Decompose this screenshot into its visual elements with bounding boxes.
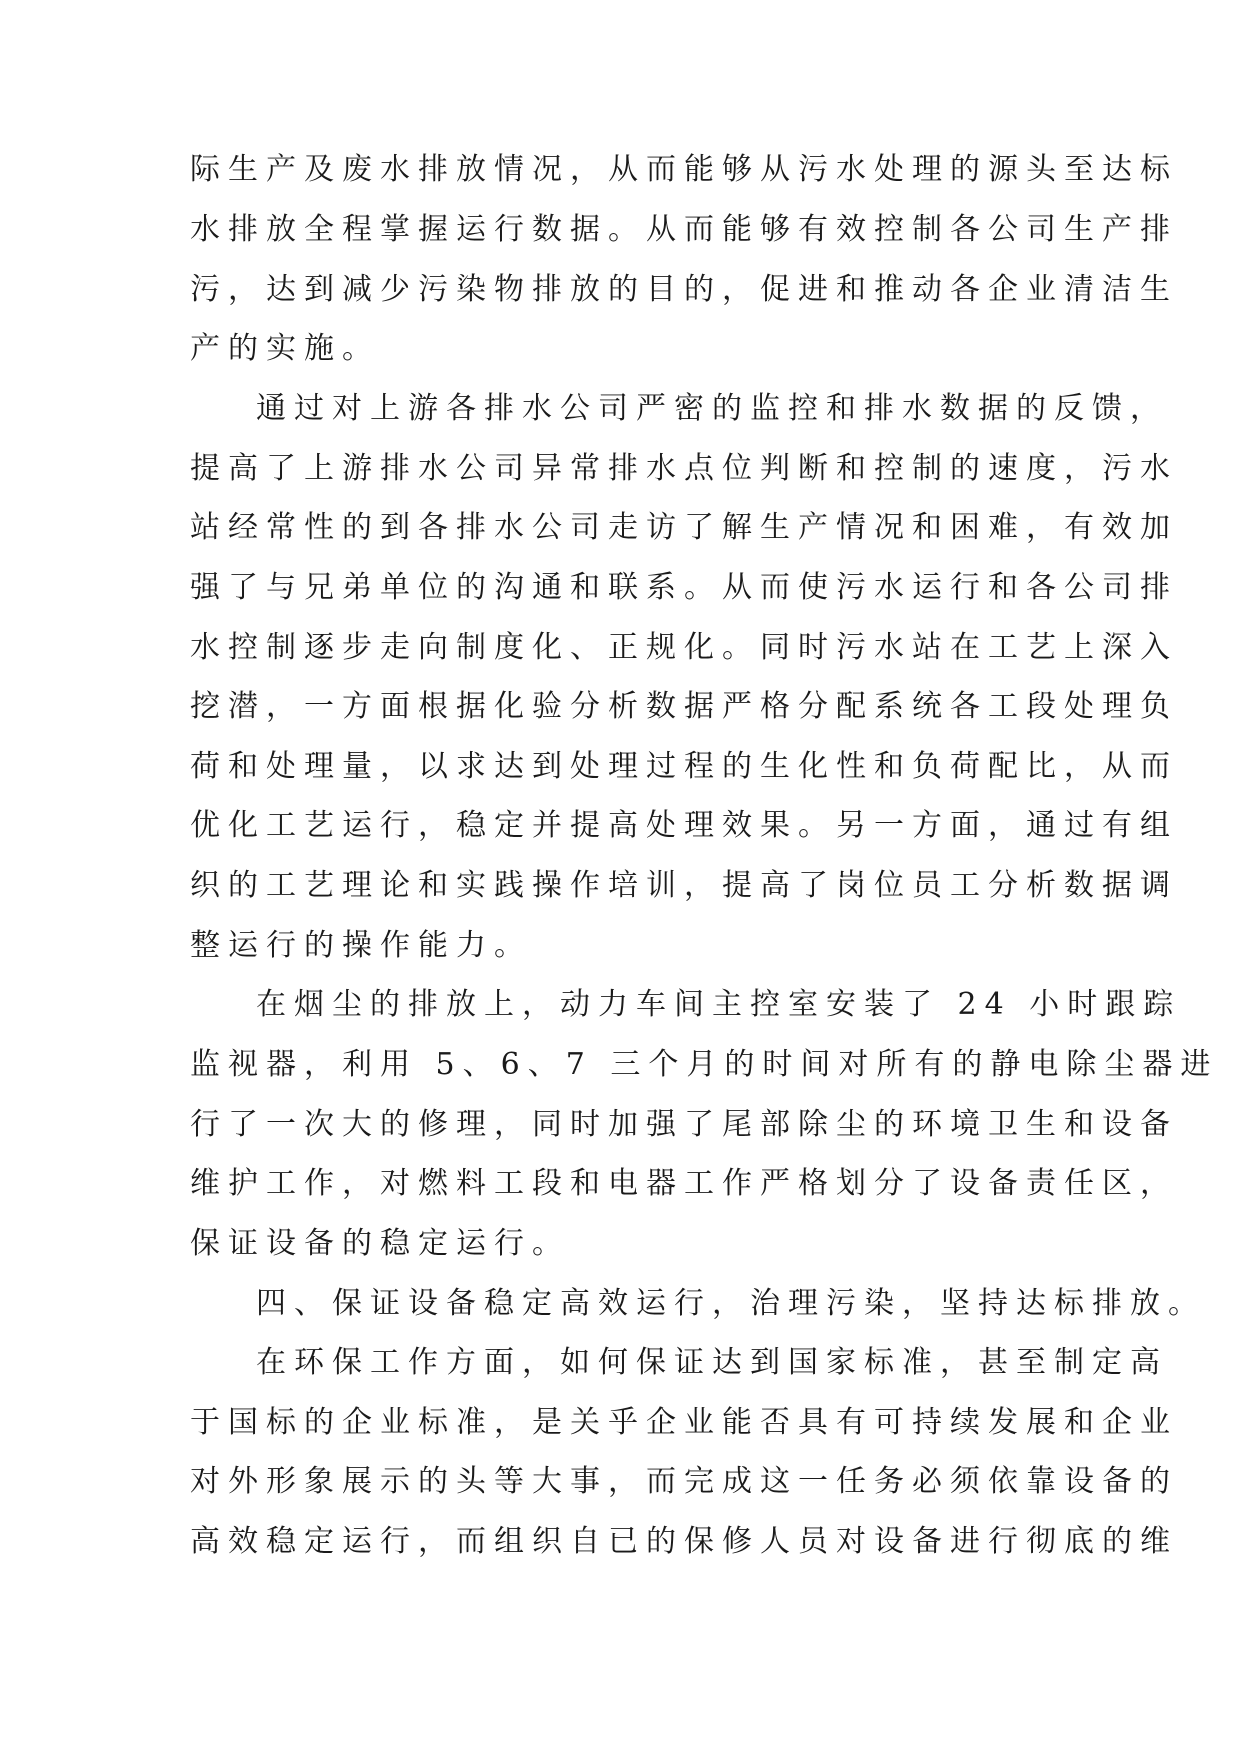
paragraph-first-line: 通过对上游各排水公司严密的监控和排水数据的反馈， <box>256 391 1168 426</box>
text-line: 优化工艺运行，稳定并提高处理效果。另一方面，通过有组 <box>190 808 1178 843</box>
text-line: 监视器，利用 5、6、7 三个月的时间对所有的静电除尘器进 <box>190 1047 1219 1082</box>
text-line: 提高了上游排水公司异常排水点位判断和控制的速度，污水 <box>190 451 1178 486</box>
text-line: 污，达到减少污染物排放的目的，促进和推动各企业清洁生 <box>190 272 1178 307</box>
text-line: 高效稳定运行，而组织自已的保修人员对设备进行彻底的维 <box>190 1524 1178 1559</box>
text-line: 挖潜，一方面根据化验分析数据严格分配系统各工段处理负 <box>190 689 1178 724</box>
text-line: 织的工艺理论和实践操作培训，提高了岗位员工分析数据调 <box>190 868 1178 903</box>
text-line: 行了一次大的修理，同时加强了尾部除尘的环境卫生和设备 <box>190 1107 1178 1142</box>
text-line: 产的实施。 <box>190 331 380 366</box>
text-line: 整运行的操作能力。 <box>190 928 532 963</box>
text-line: 维护工作，对燃料工段和电器工作严格划分了设备责任区， <box>190 1166 1178 1201</box>
text-line: 水排放全程掌握运行数据。从而能够有效控制各公司生产排 <box>190 212 1178 247</box>
text-line: 站经常性的到各排水公司走访了解生产情况和困难，有效加 <box>190 510 1178 545</box>
text-line: 保证设备的稳定运行。 <box>190 1226 570 1261</box>
text-line: 水控制逐步走向制度化、正规化。同时污水站在工艺上深入 <box>190 630 1178 665</box>
text-line: 于国标的企业标准，是关乎企业能否具有可持续发展和企业 <box>190 1405 1178 1440</box>
text-line: 际生产及废水排放情况，从而能够从污水处理的源头至达标 <box>190 152 1178 187</box>
section-heading: 四、保证设备稳定高效运行，治理污染，坚持达标排放。 <box>256 1286 1206 1321</box>
paragraph-first-line: 在环保工作方面，如何保证达到国家标准，甚至制定高 <box>256 1345 1168 1380</box>
text-line: 荷和处理量，以求达到处理过程的生化性和负荷配比，从而 <box>190 749 1178 784</box>
paragraph-first-line: 在烟尘的排放上，动力车间主控室安装了 24 小时跟踪 <box>256 987 1182 1022</box>
text-line: 强了与兄弟单位的沟通和联系。从而使污水运行和各公司排 <box>190 570 1178 605</box>
text-line: 对外形象展示的头等大事，而完成这一任务必须依靠设备的 <box>190 1464 1178 1499</box>
